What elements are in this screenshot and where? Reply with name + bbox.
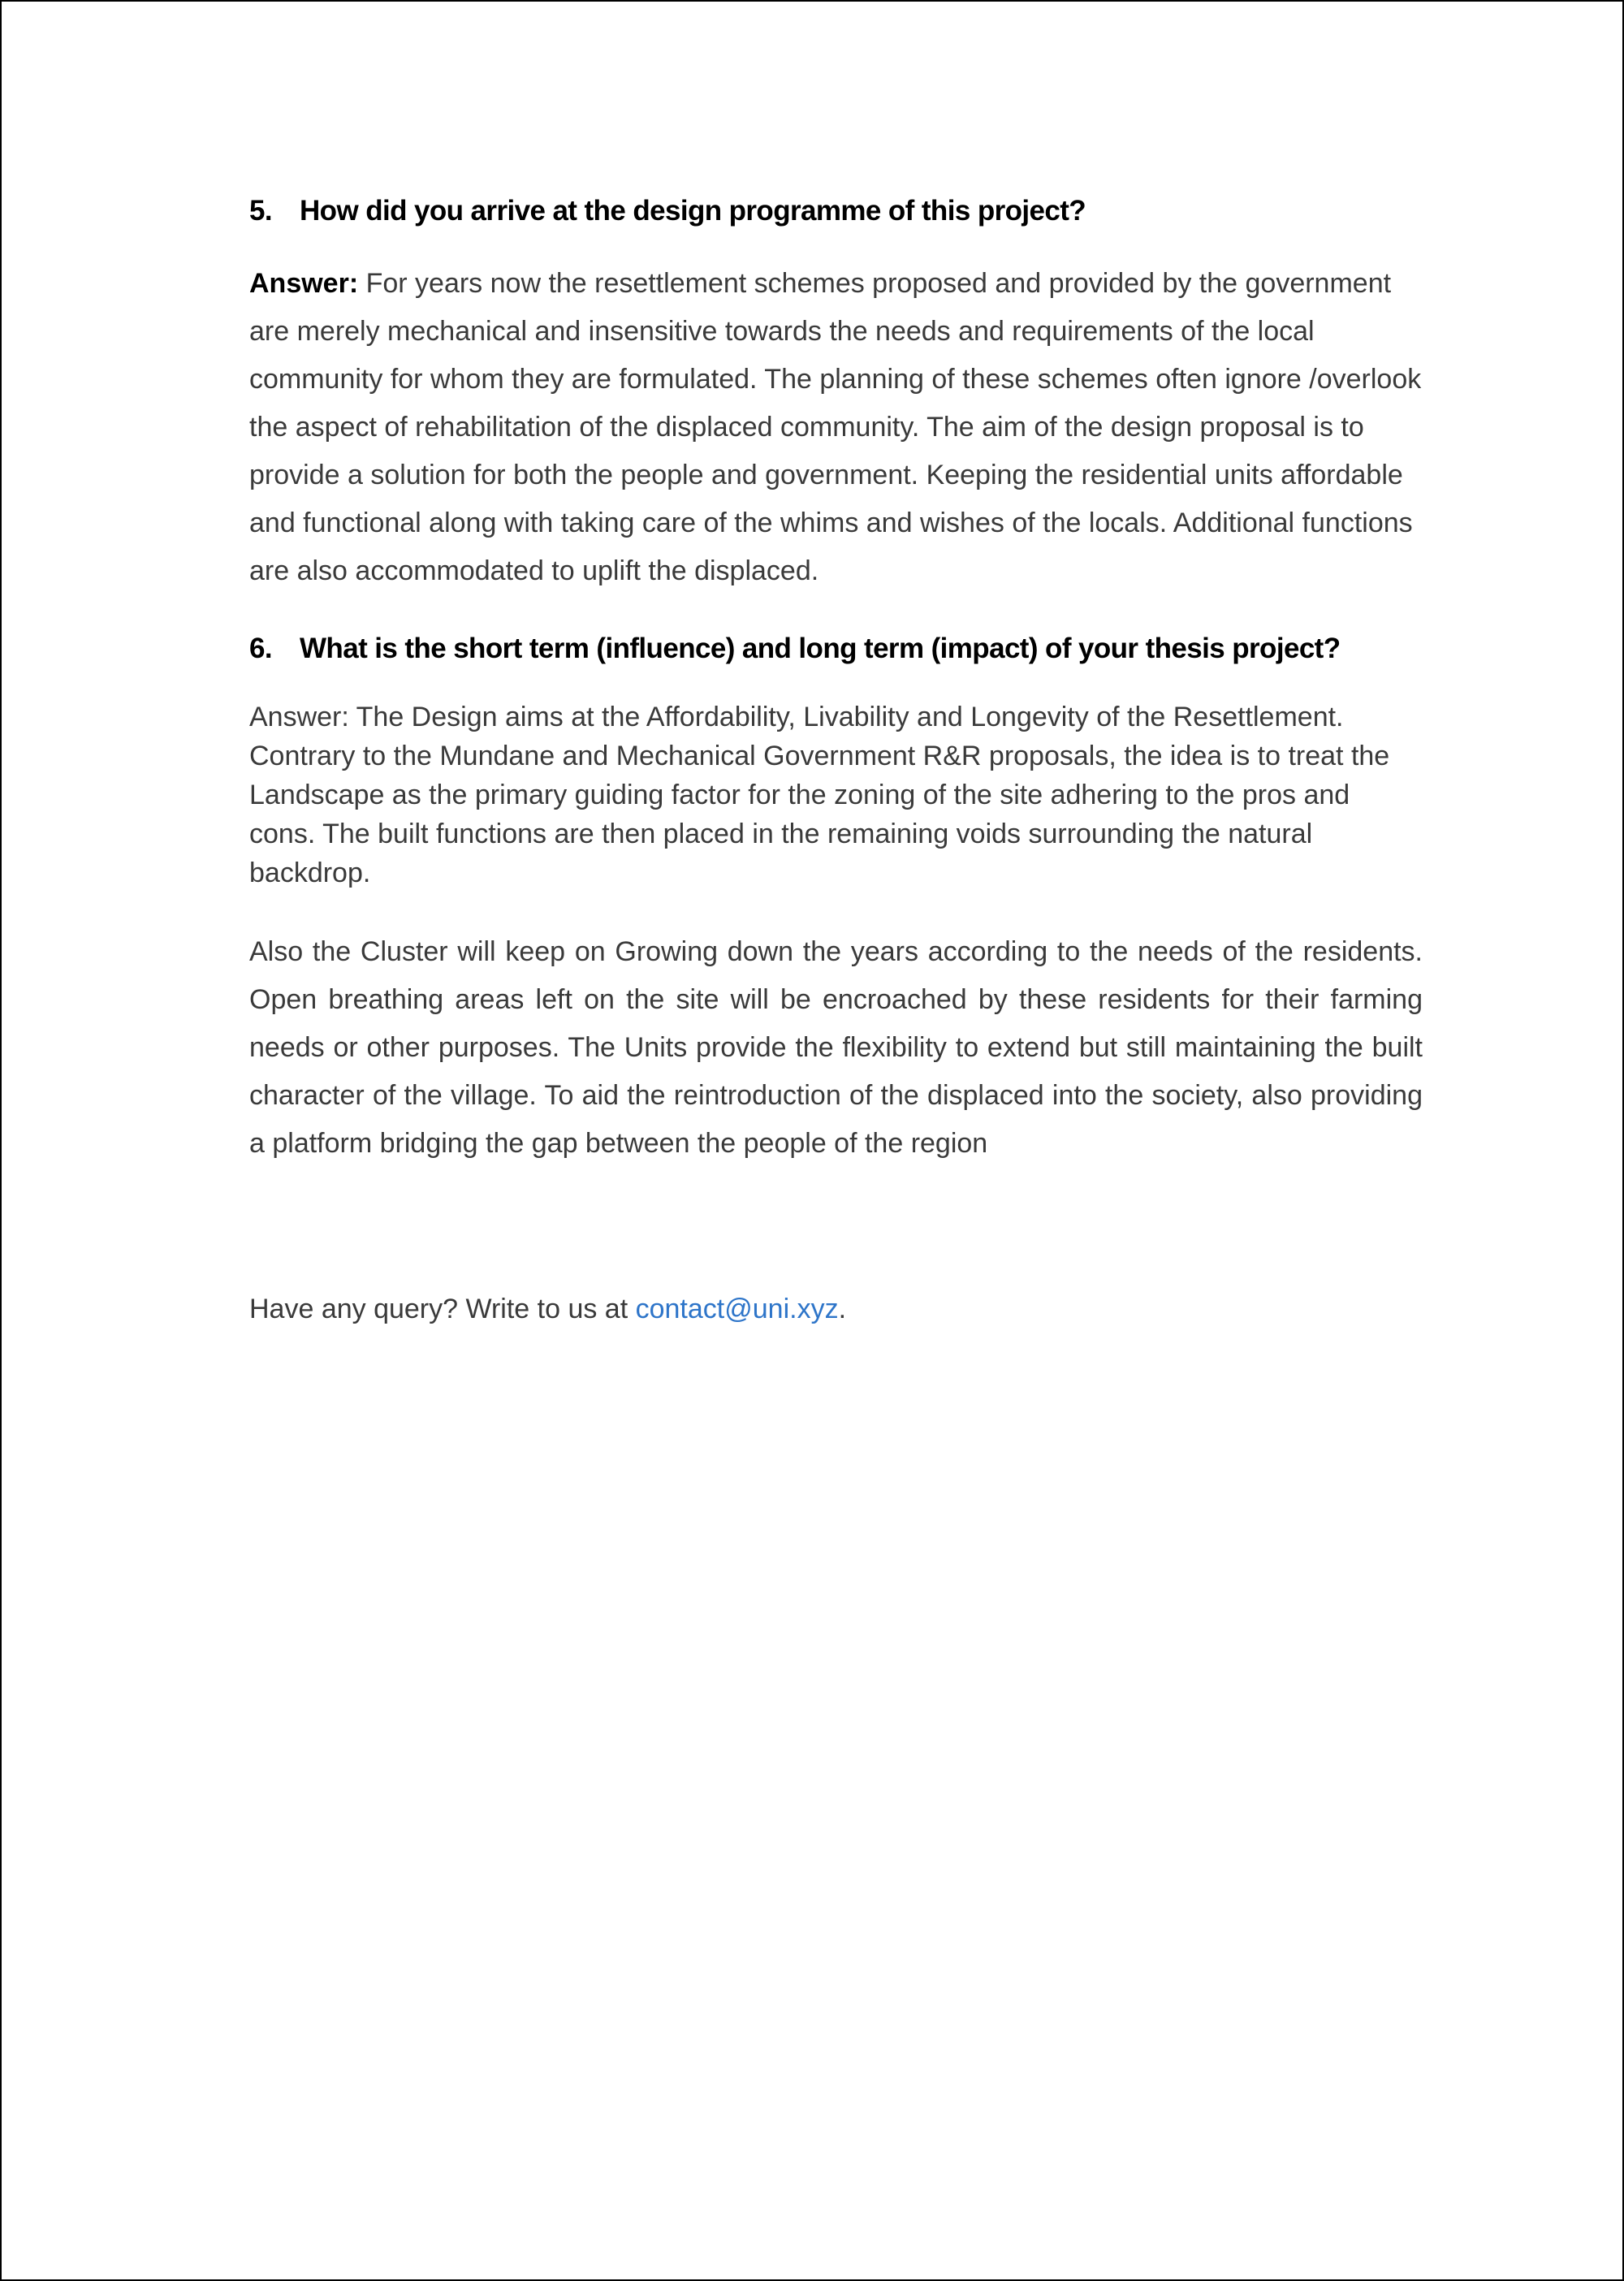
question-6-number: 6. (249, 633, 272, 664)
question-6-text: What is the short term (influence) and long term (impact) of your thesis project? (300, 633, 1341, 664)
question-6-heading (249, 633, 1423, 665)
answer-6-paragraph-1: Answer: The Design aims at the Affordability, Livability and Longevity of the Resettlement. Contrary to the Mundane and Mechanical Government R&R proposals, the idea is to treat the Landscape as the primary guiding factor for the zoning of the site adhering to the pros and cons. The built functions are then placed in the remaining voids surrounding the natural backdrop. (249, 702, 1390, 888)
contact-email-link[interactable]: contact@uni.xyz (635, 1294, 839, 1324)
contact-line (249, 1290, 1423, 1328)
question-5-heading (249, 195, 1423, 227)
answer-5-label: Answer: (249, 268, 359, 299)
answer-5-paragraph (249, 260, 1423, 595)
question-5-number: 5. (249, 195, 272, 227)
answer-5-text: For years now the resettlement schemes proposed and provided by the government are merely mechanical and insensitive towards the needs and requirements of the local community for whom they are formulated. The planning of these schemes often ignore /overlook the aspect of rehabilitation of the displaced community. The aim of the design proposal is to provide a solution for both the people and government. Keeping the residential units affordable and functional along with taking care of the whims and wishes of the locals. Additional functions are also accommodated to uplift the displaced. (249, 268, 1422, 586)
contact-prefix: Have any query? Write to us at (249, 1294, 636, 1324)
document-content (249, 195, 1423, 1356)
question-5-text: How did you arrive at the design programme of this project? (300, 195, 1086, 227)
answer-6-paragraph-2: Also the Cluster will keep on Growing down the years according to the needs of the residents. Open breathing areas left on the site will be encroached by these residents for their farming needs or other purposes. The Units provide the flexibility to extend but still maintaining the built character of the village. To aid the reintroduction of the displaced into the society, also providing a platform bridging the gap between the people of the region (249, 936, 1423, 1159)
contact-suffix: . (838, 1294, 847, 1324)
